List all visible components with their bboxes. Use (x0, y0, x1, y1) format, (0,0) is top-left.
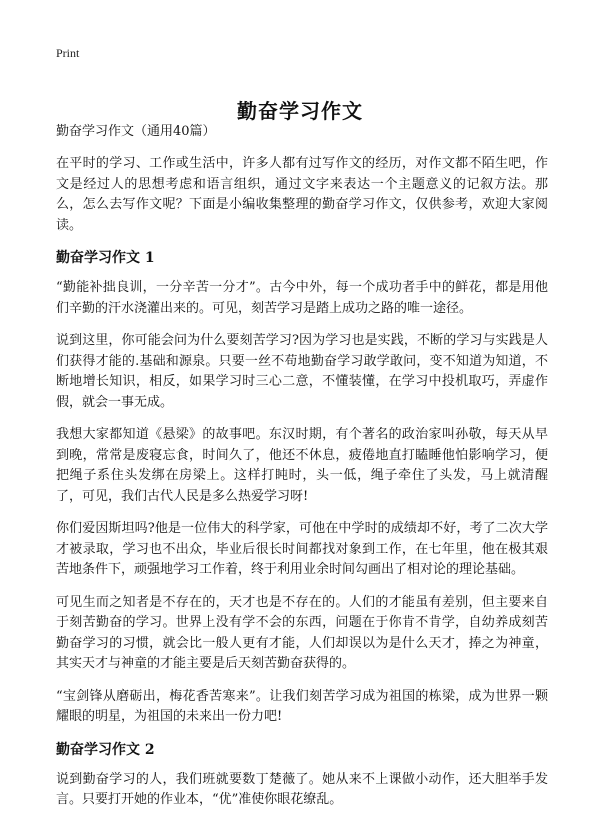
article-subtitle: 勤奋学习作文（通用40篇） (56, 124, 216, 139)
section-1-paragraph-1: “勤能补拙良训，一分辛苦一分才”。古今中外，每一个成功者手中的鲜花，都是用他们辛勤的汗水浇灌出来的。可见，刻苦学习是踏上成功之路的唯一途径。 (56, 280, 548, 316)
page-title: 勤奋学习作文 (237, 99, 363, 124)
section-1-paragraph-5: 可见生而之知者是不存在的，天才也是不存在的。人们的才能虽有差别，但主要来自于刻苦勤奋的学习。世界上没有学不会的东西，问题在于你肯不肯学，自幼养成刻苦勤奋学习的习惯，就会比一般人更有才能，人们却误以为是什么天才，捧之为神童，其实天才与神童的才能主要是后天刻苦勤奋获得的。 (56, 594, 548, 671)
section-heading-2: 勤奋学习作文 2 (56, 741, 155, 758)
print-link[interactable]: Print (56, 46, 80, 60)
section-1-paragraph-3: 我想大家都知道《悬梁》的故事吧。东汉时期，有个著名的政治家叫孙敬，每天从早到晚，常常是废寝忘食，时间久了，他还不休息，疲倦地直打瞌睡他怕影响学习，便把绳子系住头发绑在房梁上。这样打盹时，头一低，绳子牵住了头发，马上就清醒了，可见，我们古代人民是多么热爱学习呀! (56, 427, 548, 504)
section-heading-1: 勤奋学习作文 1 (56, 250, 155, 266)
section-1-paragraph-6: “宝剑锋从磨砺出，梅花香苦寒来”。让我们刻苦学习成为祖国的栋梁，成为世界一颗耀眼的明星，为祖国的未来出一份力吧! (56, 688, 548, 724)
section-1-paragraph-2: 说到这里，你可能会问为什么要刻苦学习?因为学习也是实践，不断的学习与实践是人们获得才能的.基础和源泉。只要一丝不苟地勤奋学习敢学敢问，变不知道为知道，不断地增长知识，相反，如果学习时三心二意，不懂装懂，在学习中投机取巧，弄虚作假，就会一事无成。 (56, 333, 548, 410)
article-body (56, 122, 548, 823)
intro-paragraph: 在平时的学习、工作或生活中，许多人都有过写作文的经历，对作文都不陌生吧，作文是经过人的思想考虑和语言组织，通过文字来表达一个主题意义的记叙方法。那么，怎么去写作文呢？下面是小编收集整理的勤奋学习作文，仅供参考，欢迎大家阅读。 (56, 156, 548, 233)
section-1-paragraph-4: 你们爱因斯坦吗?他是一位伟大的科学家，可他在中学时的成绩却不好，考了二次大学才被录取，学习也不出众，毕业后很长时间都找对象到工作，在七年里，他在极其艰苦地条件下，顽强地学习工作着，终于利用业余时间勾画出了相对论的理论基础。 (56, 521, 548, 577)
section-2-paragraph-1: 说到勤奋学习的人，我们班就要数丁楚薇了。她从来不上课做小动作，还大胆举手发言。只要打开她的作业本，“优”准使你眼花缭乱。 (56, 771, 548, 807)
